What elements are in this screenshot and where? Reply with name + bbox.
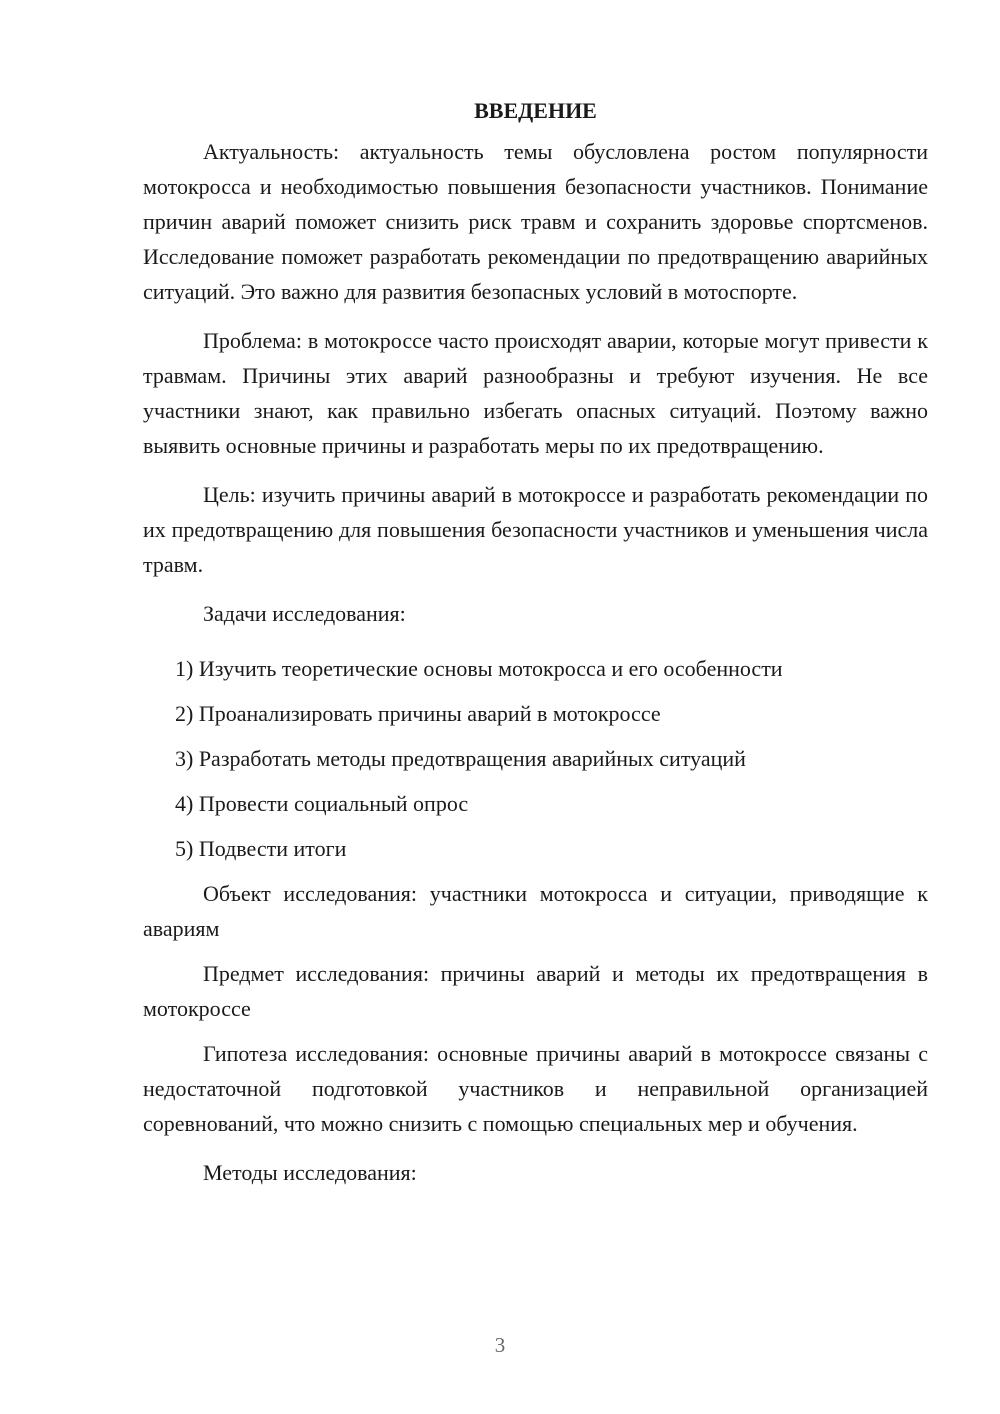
problem-paragraph: Проблема: в мотокроссе часто происходят аварии, которые могут привести к травмам. Причины этих аварий разнообразны и требуют изучения. Не все участники знают, как правильно избегать опасных ситуаций. Поэтому важно выявить основные причины и разработать меры по их предотвращению. [143, 328, 928, 458]
relevance-paragraph: Актуальность: актуальность темы обусловлена ростом популярности мотокросса и необходимостью повышения безопасности участников. Понимание причин аварий поможет снизить риск травм и сохранить здоровье спортсменов. Исследование поможет разработать рекомендации по предотвращению аварийных ситуаций. Это важно для развития безопасных условий в мотоспорте. [143, 139, 928, 304]
subject-paragraph: Предмет исследования: причины аварий и методы их предотвращения в мотокроссе [143, 961, 928, 1021]
task-item: 2) Проанализировать причины аварий в мотокроссе [175, 701, 661, 726]
goal-paragraph: Цель: изучить причины аварий в мотокроссе и разработать рекомендации по их предотвращению для повышения безопасности участников и уменьшения числа травм. [143, 482, 928, 577]
task-item: 4) Провести социальный опрос [175, 791, 469, 816]
methods-title: Методы исследования: [203, 1160, 417, 1185]
task-item: 3) Разработать методы предотвращения аварийных ситуаций [175, 746, 746, 771]
page-content [143, 96, 928, 1210]
object-paragraph: Объект исследования: участники мотокросса и ситуации, приводящие к авариям [143, 881, 928, 941]
tasks-title: Задачи исследования: [203, 601, 406, 626]
hypothesis-paragraph: Гипотеза исследования: основные причины аварий в мотокроссе связаны с недостаточной подготовкой участников и неправильной организацией соревнований, что можно снизить с помощью специальных мер и обучения. [143, 1041, 928, 1136]
task-item: 5) Подвести итоги [175, 836, 347, 861]
page-heading: ВВЕДЕНИЕ [474, 98, 597, 123]
task-item: 1) Изучить теоретические основы мотокросса и его особенности [175, 656, 783, 681]
tasks-list [143, 651, 928, 866]
page-number: 3 [494, 1333, 506, 1357]
